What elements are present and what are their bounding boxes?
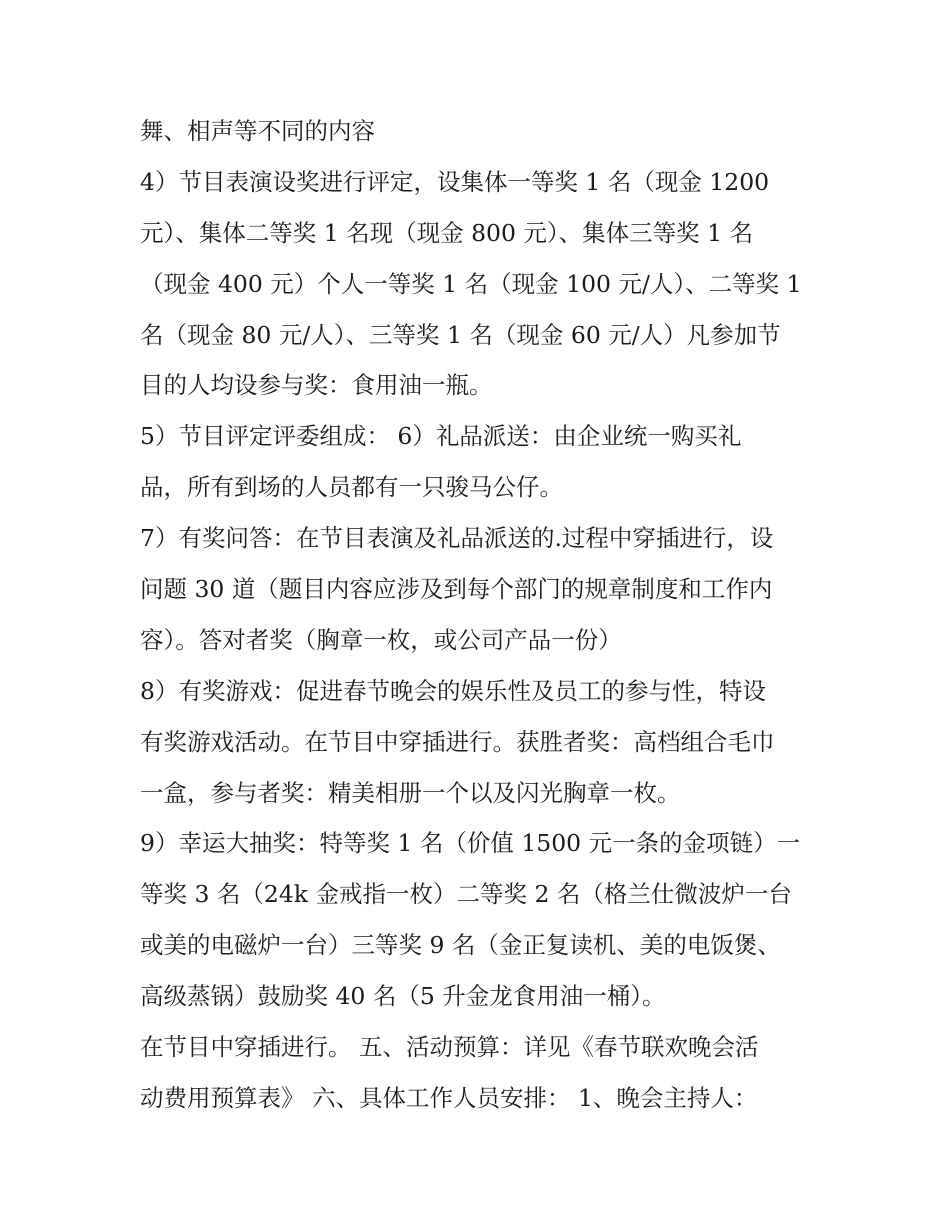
text-line: 8）有奖游戏：促进春节晚会的娱乐性及员工的参与性，特设 xyxy=(140,676,766,705)
text-line: 目的人均设参与奖：食用油一瓶。 xyxy=(140,371,493,400)
text-line: 动费用预算表》 六、具体工作人员安排： 1、晚会主持人： xyxy=(140,1083,758,1112)
text-line: 品，所有到场的人员都有一只骏马公仔。 xyxy=(140,473,563,502)
document-body xyxy=(140,106,830,1124)
text-line: 高级蒸锅）鼓励奖 40 名（5 升金龙食用油一桶）。 xyxy=(140,982,666,1011)
text-line: 在节目中穿插进行。 五、活动预算：详见《春节联欢晚会活 xyxy=(140,1033,759,1062)
text-line: 7）有奖问答：在节目表演及礼品派送的.过程中穿插进行，设 xyxy=(140,524,774,553)
text-line: 等奖 3 名（24k 金戒指一枚）二等奖 2 名（格兰仕微波炉一台 xyxy=(140,880,792,909)
text-line: 有奖游戏活动。在节目中穿插进行。获胜者奖：高档组合毛巾 xyxy=(140,727,775,756)
text-line: 问题 30 道（题目内容应涉及到每个部门的规章制度和工作内 xyxy=(140,575,773,604)
text-line: 5）节目评定评委组成： 6）礼品派送：由企业统一购买礼 xyxy=(140,422,742,451)
text-line: 元）、集体二等奖 1 名现（现金 800 元）、集体三等奖 1 名 xyxy=(140,218,754,247)
text-line: 一盒，参与者奖：精美相册一个以及闪光胸章一枚。 xyxy=(140,778,681,807)
text-line: 或美的电磁炉一台）三等奖 9 名（金正复读机、美的电饭煲、 xyxy=(140,931,781,960)
text-line: 9）幸运大抽奖：特等奖 1 名（价值 1500 元一条的金项链）一 xyxy=(140,829,801,858)
text-line: 舞、相声等不同的内容 xyxy=(140,117,375,145)
text-line: 容）。答对者奖（胸章一枚，或公司产品一份） xyxy=(140,625,622,654)
text-line: 名（现金 80 元/人）、三等奖 1 名（现金 60 元/人）凡参加节 xyxy=(140,320,781,349)
text-line: 4）节目表演设奖进行评定，设集体一等奖 1 名（现金 1200 xyxy=(140,167,770,196)
text-line: （现金 400 元）个人一等奖 1 名（现金 100 元/人）、二等奖 1 xyxy=(140,269,802,298)
